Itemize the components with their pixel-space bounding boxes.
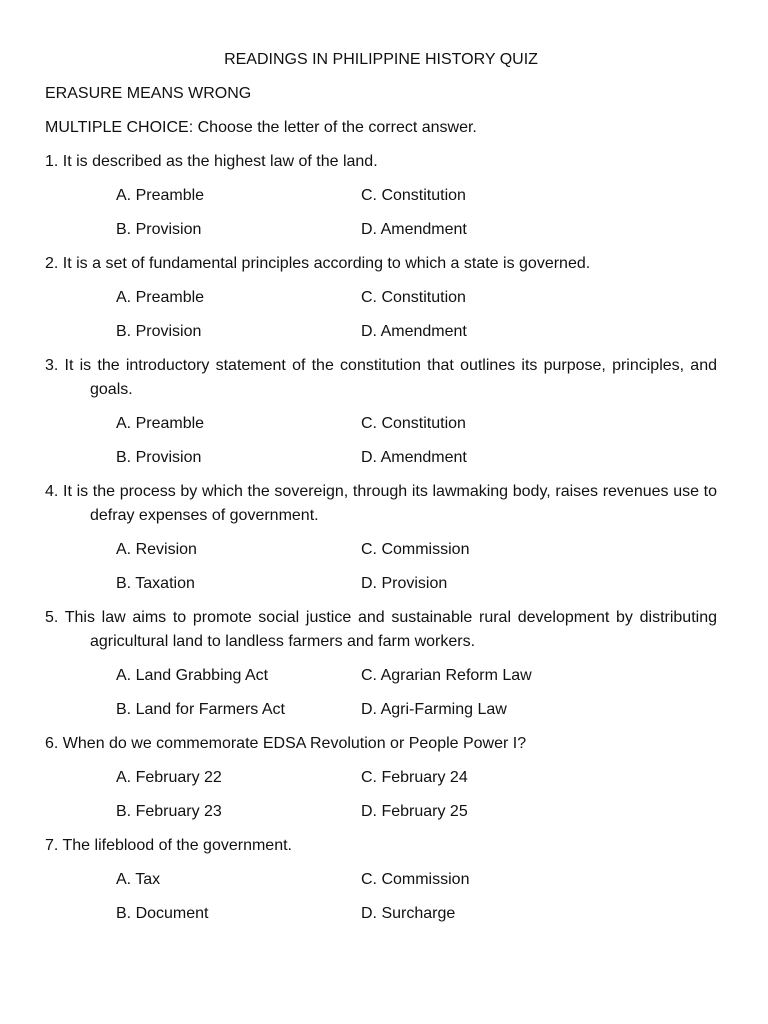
choice-c: C. Constitution (361, 415, 466, 432)
choice-b: B. February 23 (116, 803, 222, 820)
choice-b: B. Provision (116, 449, 202, 466)
choice-row (45, 412, 717, 436)
choice-c: C. Commission (361, 871, 470, 888)
choice-d: D. Amendment (361, 221, 467, 238)
choice-row (45, 868, 717, 892)
choice-c: C. Constitution (361, 289, 466, 306)
question-text: 4. It is the process by which the sovereign, through its lawmaking body, raises revenues use to defray expenses of government. (45, 483, 717, 524)
choice-b: B. Document (116, 905, 209, 922)
choice-row (45, 664, 717, 688)
choice-row (45, 766, 717, 790)
choice-row (45, 572, 717, 596)
page-title: READINGS IN PHILIPPINE HISTORY QUIZ (224, 51, 538, 68)
choice-a: A. Preamble (116, 289, 205, 306)
choice-a: A. Preamble (116, 415, 205, 432)
erasure-instruction: ERASURE MEANS WRONG (45, 85, 252, 102)
choice-d: D. Amendment (361, 449, 467, 466)
choice-b: B. Provision (116, 221, 202, 238)
question-block (45, 834, 717, 926)
choice-c: C. Constitution (361, 187, 466, 204)
choice-a: A. February 22 (116, 769, 222, 786)
choice-c: C. February 24 (361, 769, 468, 786)
choice-d: D. Provision (361, 575, 448, 592)
choice-a: A. Preamble (116, 187, 205, 204)
choice-a: A. Tax (116, 871, 161, 888)
choice-a: A. Revision (116, 541, 197, 558)
choice-b: B. Taxation (116, 575, 195, 592)
multiple-choice-instruction: MULTIPLE CHOICE: Choose the letter of the correct answer. (45, 119, 477, 136)
question-text: 5. This law aims to promote social justice and sustainable rural development by distributing agricultural land to landless farmers and farm workers. (45, 609, 717, 650)
choice-row (45, 286, 717, 310)
choice-a: A. Land Grabbing Act (116, 667, 269, 684)
choice-d: D. Agri-Farming Law (361, 701, 507, 718)
choice-row (45, 446, 717, 470)
choice-c: C. Commission (361, 541, 470, 558)
question-block (45, 252, 717, 344)
choice-row (45, 538, 717, 562)
question-block (45, 150, 717, 242)
question-block (45, 480, 717, 596)
choice-row (45, 800, 717, 824)
question-block (45, 354, 717, 470)
choice-d: D. Surcharge (361, 905, 456, 922)
question-text: 3. It is the introductory statement of the constitution that outlines its purpose, principles, and goals. (45, 357, 717, 398)
choice-row (45, 902, 717, 926)
question-block (45, 606, 717, 722)
question-text: 6. When do we commemorate EDSA Revolution or People Power I? (45, 735, 527, 752)
choice-b: B. Provision (116, 323, 202, 340)
question-block (45, 732, 717, 824)
choice-row (45, 184, 717, 208)
choice-d: D. Amendment (361, 323, 467, 340)
quiz-page (45, 48, 717, 936)
choice-b: B. Land for Farmers Act (116, 701, 285, 718)
choice-row (45, 320, 717, 344)
choice-row (45, 218, 717, 242)
choice-d: D. February 25 (361, 803, 468, 820)
question-text: 1. It is described as the highest law of the land. (45, 153, 378, 170)
question-text: 2. It is a set of fundamental principles according to which a state is governed. (45, 255, 591, 272)
choice-c: C. Agrarian Reform Law (361, 667, 532, 684)
choice-row (45, 698, 717, 722)
question-text: 7. The lifeblood of the government. (45, 837, 292, 854)
